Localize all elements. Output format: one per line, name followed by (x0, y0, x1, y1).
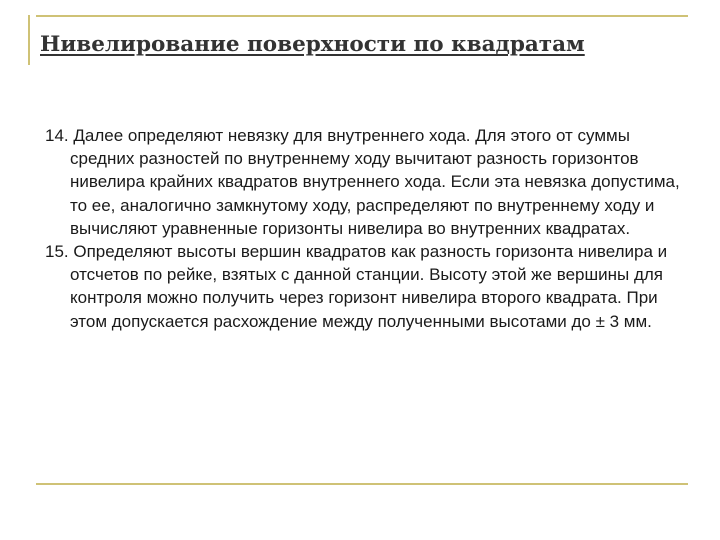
paragraph-15: 15. Определяют высоты вершин квадратов как разность горизонта нивелира и отсчетов по рейке, взятых с данной станции. Высоту этой же вершины для контроля можно получить через горизонт нивелира второго квадрата. При этом допускается расхождение между полученными высотами до ± 3 мм. (45, 242, 668, 331)
slide-body (45, 124, 685, 333)
left-accent-bar (28, 15, 30, 65)
slide-title: Нивелирование поверхности по квадратам (40, 32, 585, 57)
bottom-divider (36, 483, 688, 485)
top-divider (36, 15, 688, 17)
paragraph-14: 14. Далее определяют невязку для внутреннего хода. Для этого от суммы средних разностей по внутреннему ходу вычитают разность горизонтов нивелира крайних квадратов внутреннего хода. Если эта невязка допустима, то ее, аналогично замкнутому ходу, распределяют по внутреннему ходу и вычисляют уравненные горизонты нивелира во внутренних квадратах. (45, 126, 680, 238)
